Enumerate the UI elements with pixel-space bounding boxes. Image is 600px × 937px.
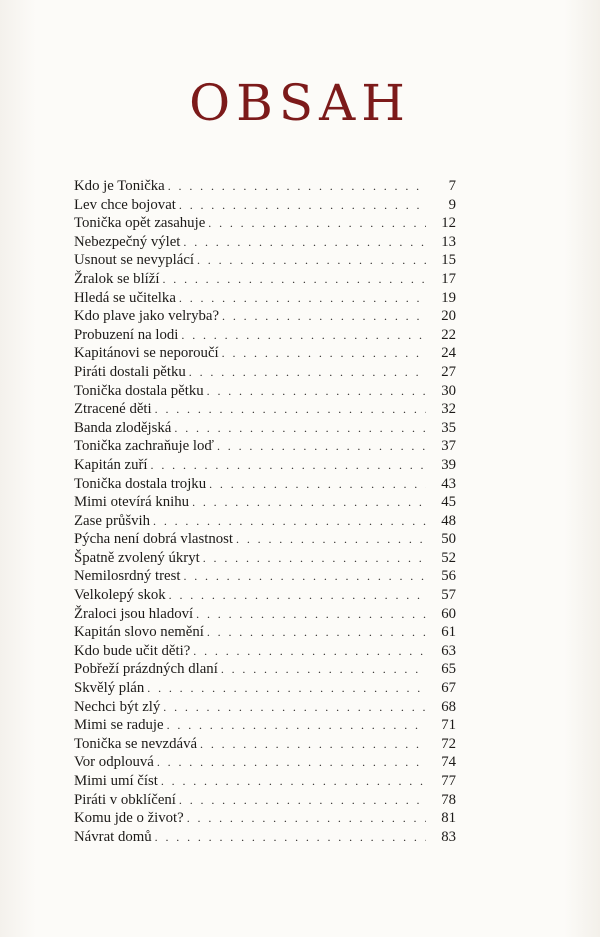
toc-entry-page: 9	[448, 196, 456, 213]
toc-entry	[74, 567, 456, 586]
toc-entry-page: 78	[441, 791, 456, 808]
toc-entry-title: Lev chce bojovat	[74, 196, 176, 213]
toc-entry	[74, 344, 456, 363]
toc-entry-page: 61	[441, 624, 456, 641]
toc-entry	[74, 623, 456, 642]
toc-dot-leader	[196, 605, 426, 624]
toc-entry	[74, 270, 456, 289]
toc-entry-page: 81	[441, 810, 456, 827]
toc-entry	[74, 716, 456, 735]
page-title: OBSAH	[189, 74, 411, 132]
toc-entry-page: 50	[441, 531, 456, 548]
toc-entry	[74, 251, 456, 270]
toc-entry	[74, 549, 456, 568]
toc-entry-page: 22	[441, 326, 456, 343]
toc-entry	[74, 419, 456, 438]
toc-dot-leader	[167, 716, 426, 735]
toc-entry-title: Špatně zvolený úkryt	[74, 549, 200, 566]
toc-dot-leader	[147, 679, 426, 698]
toc-entry-title: Tonička dostala pětku	[74, 382, 204, 399]
toc-dot-leader	[179, 196, 426, 215]
toc-entry-title: Kdo plave jako velryba?	[74, 308, 220, 325]
toc-entry-title: Nemilosrdný trest	[74, 568, 181, 585]
toc-dot-leader	[203, 549, 426, 568]
toc-entry-page: 20	[441, 308, 456, 325]
toc-entry-title: Banda zlodějská	[74, 419, 172, 436]
toc-entry-page: 19	[441, 289, 456, 306]
toc-entry-page: 7	[448, 178, 456, 194]
toc-entry-page: 45	[441, 494, 456, 511]
toc-dot-leader	[168, 177, 426, 196]
toc-entry	[74, 791, 456, 810]
toc-entry-title: Pýcha není dobrá vlastnost	[74, 531, 234, 548]
toc-dot-leader	[183, 567, 426, 586]
toc-dot-leader	[153, 512, 426, 531]
toc-entry	[74, 605, 456, 624]
toc-entry-page: 56	[441, 568, 456, 585]
toc-entry-page: 71	[441, 717, 456, 734]
toc-entry-page: 60	[441, 605, 456, 622]
toc-entry-title: Mimi otevírá knihu	[74, 494, 190, 511]
toc-entry-title: Tonička opět zasahuje	[74, 215, 206, 232]
toc-entry	[74, 530, 456, 549]
toc-dot-leader	[183, 233, 426, 252]
toc-dot-leader	[236, 530, 426, 549]
toc-dot-leader	[155, 400, 426, 419]
toc-entry-title: Komu jde o život?	[74, 810, 184, 827]
toc-entry-page: 12	[441, 215, 456, 232]
toc-entry-title: Návrat domů	[74, 828, 152, 845]
toc-entry-page: 48	[441, 512, 456, 529]
toc-entry-page: 24	[441, 345, 456, 362]
toc-entry-page: 43	[441, 475, 456, 492]
toc-entry-title: Mimi umí číst	[74, 773, 158, 789]
table-of-contents	[74, 177, 456, 846]
toc-entry	[74, 382, 456, 401]
toc-entry-page: 39	[441, 456, 456, 473]
toc-entry-page: 67	[441, 680, 456, 697]
toc-entry	[74, 660, 456, 679]
toc-entry-page: 65	[441, 661, 456, 678]
toc-entry-title: Velkolepý skok	[74, 587, 166, 604]
toc-entry-page: 57	[441, 587, 456, 604]
toc-dot-leader	[207, 623, 426, 642]
toc-entry-page: 17	[441, 270, 456, 287]
toc-entry	[74, 772, 456, 791]
toc-entry-page: 35	[441, 419, 456, 436]
toc-entry-title: Kapitán slovo nemění	[74, 624, 204, 641]
toc-entry-title: Žraloci jsou hladoví	[74, 605, 194, 622]
toc-dot-leader	[155, 828, 426, 847]
toc-dot-leader	[163, 698, 426, 717]
toc-dot-leader	[179, 791, 426, 810]
toc-entry	[74, 437, 456, 456]
toc-entry-title: Mimi se raduje	[74, 717, 164, 734]
toc-entry-title: Kapitánovi se neporoučí	[74, 345, 219, 362]
toc-entry	[74, 586, 456, 605]
toc-dot-leader	[217, 437, 426, 456]
toc-entry	[74, 326, 456, 345]
toc-dot-leader	[179, 289, 426, 308]
toc-dot-leader	[181, 326, 426, 345]
toc-entry	[74, 233, 456, 252]
toc-entry-title: Probuzení na lodi	[74, 326, 179, 343]
toc-dot-leader	[162, 270, 426, 289]
toc-dot-leader	[222, 344, 426, 363]
toc-entry-title: Piráti v obklíčení	[74, 791, 176, 808]
toc-entry-title: Ztracené děti	[74, 401, 152, 418]
toc-entry	[74, 735, 456, 754]
toc-entry-page: 27	[441, 363, 456, 380]
toc-entry-page: 63	[441, 642, 456, 659]
toc-dot-leader	[161, 772, 426, 791]
toc-entry	[74, 400, 456, 419]
toc-entry-title: Pobřeží prázdných dlaní	[74, 661, 218, 678]
toc-entry	[74, 196, 456, 215]
toc-entry-title: Nebezpečný výlet	[74, 233, 181, 250]
toc-entry	[74, 512, 456, 531]
toc-entry-title: Nechci být zlý	[74, 698, 161, 715]
toc-dot-leader	[192, 493, 426, 512]
toc-entry-title: Piráti dostali pětku	[74, 363, 186, 380]
toc-entry-page: 68	[441, 698, 456, 715]
toc-entry-title: Tonička zachraňuje loď	[74, 438, 214, 455]
toc-dot-leader	[222, 307, 426, 326]
toc-entry	[74, 753, 456, 772]
toc-entry-page: 74	[441, 754, 456, 771]
toc-entry-title: Hledá se učitelka	[74, 289, 176, 306]
toc-dot-leader	[174, 419, 426, 438]
toc-entry-page: 32	[441, 401, 456, 418]
toc-entry-title: Tonička se nevzdává	[74, 735, 198, 752]
toc-entry	[74, 642, 456, 661]
toc-entry-title: Skvělý plán	[74, 680, 145, 697]
toc-entry-title: Tonička dostala trojku	[74, 475, 207, 492]
toc-dot-leader	[197, 251, 426, 270]
toc-entry-page: 77	[441, 773, 456, 789]
toc-dot-leader	[208, 214, 426, 233]
toc-entry-page: 37	[441, 438, 456, 455]
toc-entry	[74, 679, 456, 698]
toc-entry-title: Zase průšvih	[74, 512, 151, 529]
toc-entry-title: Kdo je Tonička	[74, 178, 165, 194]
toc-entry-page: 72	[441, 735, 456, 752]
toc-entry-page: 13	[441, 233, 456, 250]
toc-entry	[74, 475, 456, 494]
toc-entry	[74, 493, 456, 512]
toc-dot-leader	[193, 642, 426, 661]
toc-dot-leader	[189, 363, 426, 382]
toc-dot-leader	[187, 809, 426, 828]
toc-entry	[74, 363, 456, 382]
toc-entry	[74, 289, 456, 308]
toc-dot-leader	[200, 735, 426, 754]
toc-dot-leader	[157, 753, 426, 772]
toc-entry-title: Kdo bude učit děti?	[74, 642, 191, 659]
toc-entry-title: Žralok se blíží	[74, 270, 160, 287]
toc-entry	[74, 828, 456, 847]
toc-entry	[74, 177, 456, 196]
toc-entry	[74, 456, 456, 475]
toc-entry-title: Kapitán zuří	[74, 456, 148, 473]
toc-entry-page: 83	[441, 828, 456, 845]
toc-entry-page: 30	[441, 382, 456, 399]
toc-entry	[74, 809, 456, 828]
toc-dot-leader	[151, 456, 426, 475]
toc-dot-leader	[169, 586, 426, 605]
toc-entry	[74, 214, 456, 233]
toc-dot-leader	[221, 660, 426, 679]
toc-entry	[74, 698, 456, 717]
toc-dot-leader	[207, 382, 426, 401]
toc-dot-leader	[209, 475, 426, 494]
toc-entry	[74, 307, 456, 326]
toc-entry-page: 15	[441, 252, 456, 269]
toc-entry-title: Usnout se nevyplácí	[74, 252, 194, 269]
toc-entry-title: Vor odplouvá	[74, 754, 154, 771]
toc-entry-page: 52	[441, 549, 456, 566]
